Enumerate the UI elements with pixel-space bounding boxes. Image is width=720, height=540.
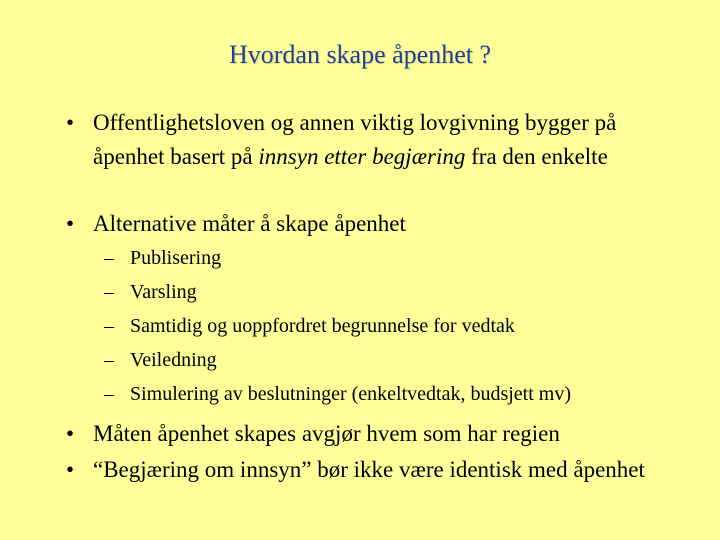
bullet-item bbox=[66, 417, 666, 451]
slide-title: Hvordan skape åpenhet ? bbox=[228, 40, 492, 69]
bullet-item bbox=[66, 106, 666, 174]
sub-bullet-text: Samtidig og uoppfordret begrunnelse for vedtak bbox=[130, 315, 515, 337]
sub-bullet-item bbox=[104, 245, 684, 271]
sub-bullet-item bbox=[104, 313, 684, 339]
dash-icon: – bbox=[104, 349, 114, 371]
sub-bullet-text: Publisering bbox=[130, 247, 222, 269]
dash-icon: – bbox=[104, 247, 114, 269]
bullet-icon: • bbox=[66, 110, 75, 135]
sub-bullet-text: Simulering av beslutninger (enkeltvedtak, budsjett mv) bbox=[130, 383, 572, 405]
bullet-item bbox=[66, 453, 666, 487]
bullet-icon: • bbox=[66, 211, 75, 236]
bullet-text: Alternative måter å skape åpenhet bbox=[93, 211, 406, 236]
bullet-text-emphasis: innsyn etter begjæring bbox=[258, 144, 466, 169]
dash-icon: – bbox=[104, 383, 114, 405]
bullet-text: Måten åpenhet skapes avgjør hvem som har regien bbox=[93, 421, 560, 446]
bullet-text: “Begjæring om innsyn” bør ikke være identisk med åpenhet bbox=[93, 457, 645, 482]
bullet-text bbox=[93, 106, 666, 174]
bullet-item bbox=[66, 207, 666, 241]
sub-bullet-item bbox=[104, 279, 684, 305]
sub-bullet-item bbox=[104, 381, 684, 407]
dash-icon: – bbox=[104, 315, 114, 337]
bullet-icon: • bbox=[66, 457, 75, 482]
dash-icon: – bbox=[104, 281, 114, 303]
bullet-icon: • bbox=[66, 421, 75, 446]
sub-bullet-text: Varsling bbox=[130, 281, 197, 303]
sub-bullet-item bbox=[104, 347, 684, 373]
bullet-text-part: Offentlighetsloven og annen viktig lovgivning bygger på åpenhet basert på bbox=[93, 110, 617, 169]
sub-bullet-text: Veiledning bbox=[130, 349, 217, 371]
bullet-text-part: fra den enkelte bbox=[465, 144, 608, 169]
